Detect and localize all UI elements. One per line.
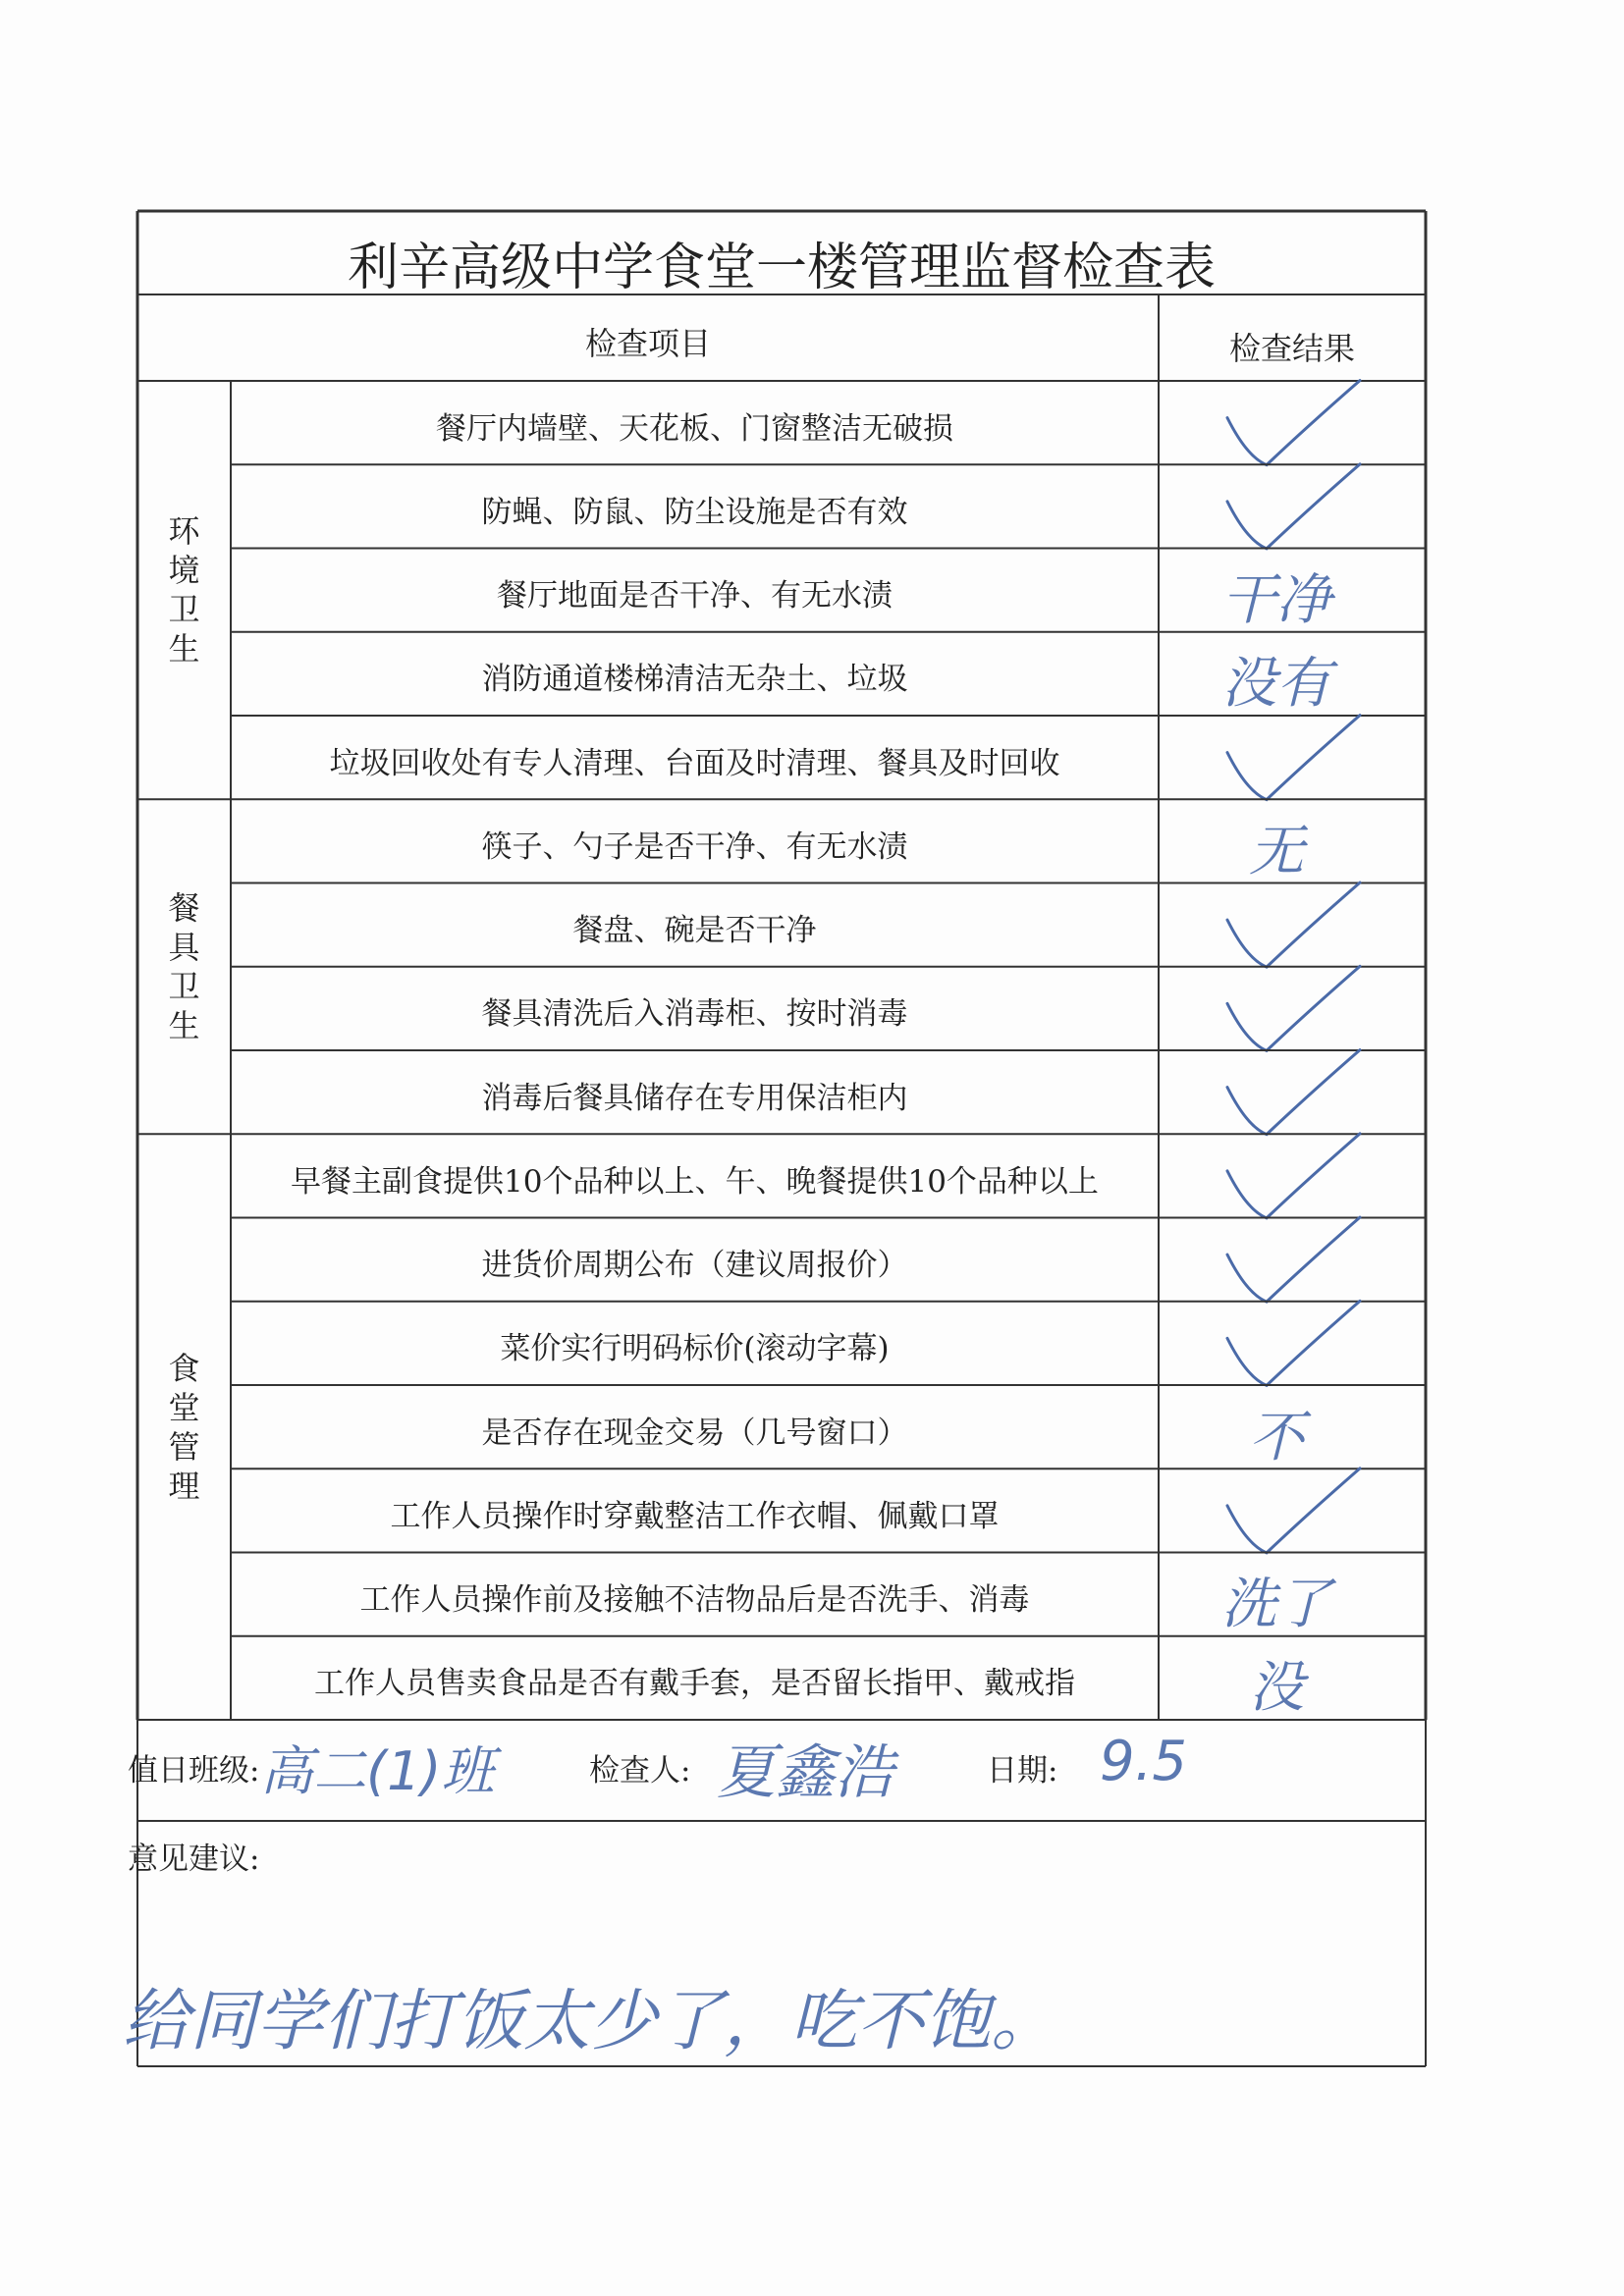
item-text: 消毒后餐具储存在专用保洁柜内 [481, 1080, 908, 1116]
item-text: 早餐主副食提供10个品种以上、午、晚餐提供10个品种以上 [291, 1163, 1099, 1200]
handwritten-result: 无 [1249, 819, 1304, 883]
section-label: 环境卫生 [168, 512, 200, 668]
date-label: 日期: [987, 1753, 1058, 1789]
handwritten-result: 不 [1249, 1405, 1304, 1469]
check-mark-icon [1227, 882, 1360, 967]
class-label: 值日班级: [128, 1753, 260, 1789]
item-text: 筷子、勺子是否干净、有无水渍 [481, 828, 908, 865]
column-header-result: 检查结果 [1228, 330, 1355, 367]
item-text: 垃圾回收处有专人清理、台面及时清理、餐具及时回收 [329, 745, 1060, 781]
class-value: 高二(1)班 [260, 1740, 495, 1802]
handwritten-result: 没有 [1221, 652, 1331, 717]
inspector-label: 检查人: [589, 1753, 691, 1789]
item-text: 餐厅地面是否干净、有无水渍 [497, 578, 893, 614]
column-header-item: 检查项目 [584, 325, 711, 362]
check-mark-icon [1227, 1134, 1360, 1218]
suggestion-value: 给同学们打饭太少了，吃不饱。 [123, 1983, 1058, 2060]
section-label: 餐具卫生 [168, 888, 200, 1044]
item-text: 餐盘、碗是否干净 [572, 913, 817, 949]
page-title: 利辛高级中学食堂一楼管理监督检查表 [347, 239, 1216, 297]
check-mark-icon [1227, 381, 1360, 465]
handwritten-result: 洗了 [1221, 1573, 1331, 1637]
item-text: 进货价周期公布（建议周报价） [481, 1248, 908, 1284]
date-value: 9.5 [1100, 1730, 1188, 1793]
check-mark-icon [1227, 1050, 1360, 1135]
handwritten-result: 干净 [1221, 568, 1331, 633]
check-mark-icon [1227, 464, 1360, 549]
check-mark-icon [1227, 1301, 1360, 1385]
item-text: 菜价实行明码标价(滚动字幕) [500, 1331, 890, 1367]
check-mark-icon [1227, 716, 1360, 800]
item-text: 是否存在现金交易（几号窗口） [481, 1415, 908, 1451]
inspector-value: 夏鑫浩 [717, 1738, 893, 1807]
item-text: 餐厅内墙壁、天花板、门窗整洁无破损 [436, 410, 953, 447]
check-mark-icon [1227, 1217, 1360, 1302]
check-mark-icon [1227, 966, 1360, 1050]
check-mark-icon [1227, 1468, 1360, 1553]
item-text: 工作人员操作前及接触不洁物品后是否洗手、消毒 [359, 1582, 1030, 1619]
handwritten-result: 没 [1249, 1656, 1304, 1721]
item-text: 工作人员售卖食品是否有戴手套，是否留长指甲、戴戒指 [314, 1666, 1075, 1702]
item-text: 餐具清洗后入消毒柜、按时消毒 [481, 996, 908, 1033]
section-label: 食堂管理 [168, 1349, 200, 1505]
item-text: 防蝇、防鼠、防尘设施是否有效 [481, 494, 908, 530]
item-text: 消防通道楼梯清洁无杂土、垃圾 [481, 662, 908, 698]
item-text: 工作人员操作时穿戴整洁工作衣帽、佩戴口罩 [390, 1498, 1000, 1534]
suggestion-label: 意见建议: [128, 1842, 260, 1877]
